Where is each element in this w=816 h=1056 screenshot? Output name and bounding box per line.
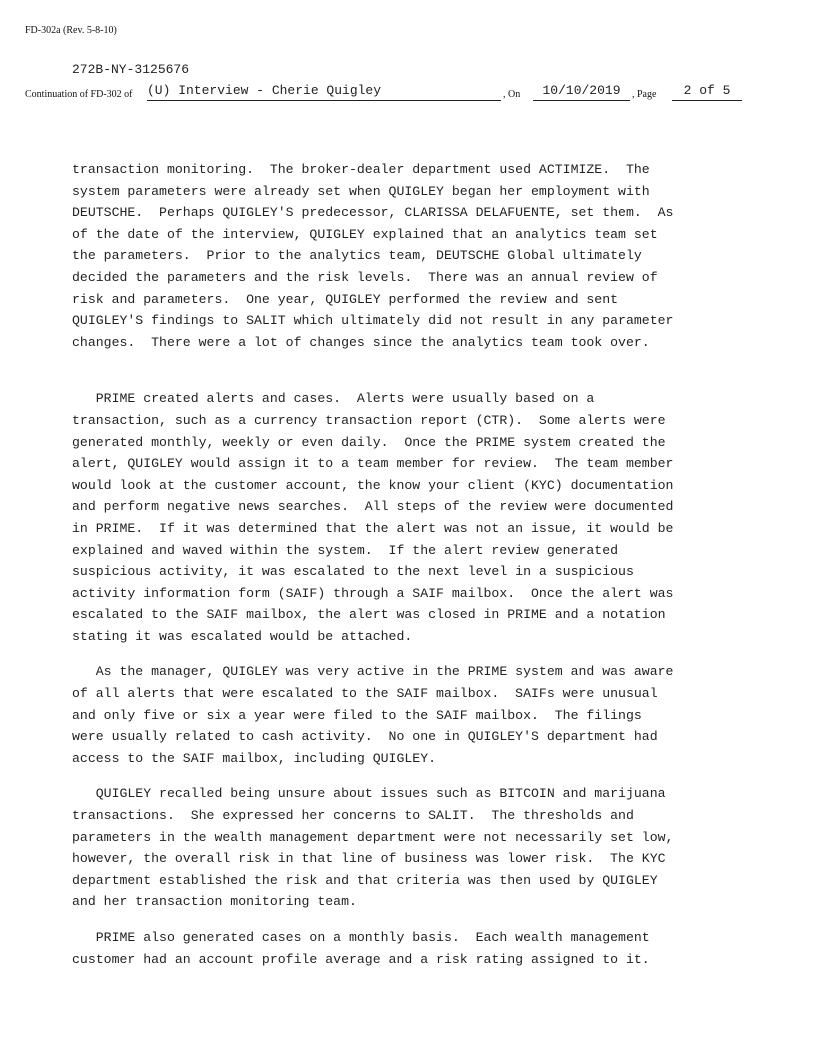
page-number-field: 2 of 5 xyxy=(672,84,742,101)
date-field: 10/10/2019 xyxy=(533,84,630,101)
paragraph: As the manager, QUIGLEY was very active in the PRIME system and was aware of all alerts that were escalated to the SAIF mailbox. SAIFs were unusual and only five or six a year were filed to the SAIF mailbox. The filings were usually related to cash activity. No one in QUIGLEY'S department had access to the SAIF mailbox, including QUIGLEY. xyxy=(72,664,674,766)
continuation-header xyxy=(25,84,745,102)
on-label: , On xyxy=(503,89,521,100)
continuation-label: Continuation of FD-302 of xyxy=(25,89,133,100)
paragraph: QUIGLEY recalled being unsure about issues such as BITCOIN and marijuana transactions. She expressed her concerns to SALIT. The thresholds and parameters in the wealth management department were not necessarily set low, however, the overall risk in that line of business was lower risk. The KYC department established the risk and that criteria was then used by QUIGLEY and her transaction monitoring team. xyxy=(72,786,674,910)
page-label: , Page xyxy=(632,89,657,100)
document-body xyxy=(72,159,762,984)
subject-field: (U) Interview - Cherie Quigley xyxy=(147,84,501,101)
paragraph: PRIME created alerts and cases. Alerts were usually based on a transaction, such as a currency transaction report (CTR). Some alerts were generated monthly, weekly or even daily. Once the PRIME system created the alert, QUIGLEY would assign it to a team member for review. The team member would look at the customer account, the know your client (KYC) documentation and perform negative news searches. All steps of the review were documented in PRIME. If it was determined that the alert was not an issue, it would be explained and waved within the system. If the alert review generated suspicious activity, it was escalated to the next level in a suspicious activity information form (SAIF) through a SAIF mailbox. Once the alert was escalated to the SAIF mailbox, the alert was closed in PRIME and a notation stating it was escalated would be attached. xyxy=(72,391,674,644)
form-id: FD-302a (Rev. 5-8-10) xyxy=(25,25,117,36)
case-number: 272B-NY-3125676 xyxy=(72,62,190,77)
paragraph: transaction monitoring. The broker-dealer department used ACTIMIZE. The system parameters were already set when QUIGLEY began her employment with DEUTSCHE. Perhaps QUIGLEY'S predecessor, CLARISSA DELAFUENTE, set them. As of the date of the interview, QUIGLEY explained that an analytics team set the parameters. Prior to the analytics team, DEUTSCHE Global ultimately decided the parameters and the risk levels. There was an annual review of risk and parameters. One year, QUIGLEY performed the review and sent QUIGLEY'S findings to SALIT which ultimately did not result in any parameter changes. There were a lot of changes since the analytics team took over. xyxy=(72,162,674,350)
paragraph: PRIME also generated cases on a monthly basis. Each wealth management customer had an account profile average and a risk rating assigned to it. xyxy=(72,930,650,967)
